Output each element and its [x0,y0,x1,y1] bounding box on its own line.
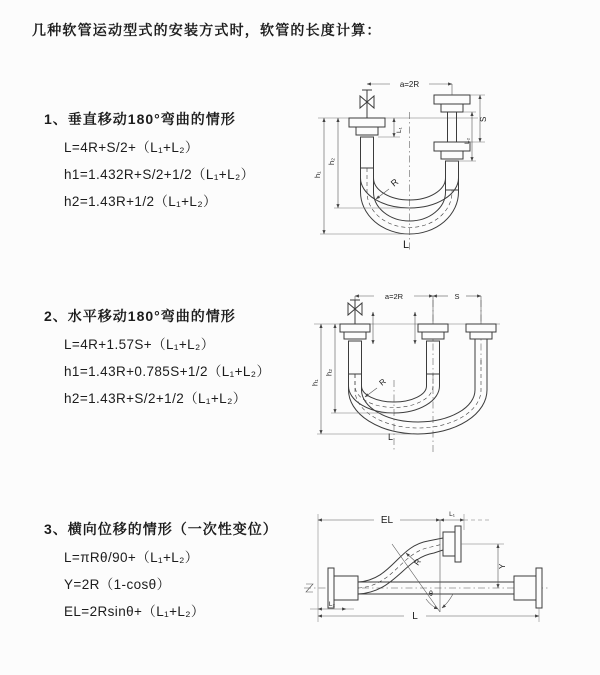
section-2-formula-L: L=4R+1.57S+（L₁+L₂） [64,337,215,352]
radius-construction-line [392,544,440,612]
section-1-formula-h2: h2=1.43R+1/2（L₁+L₂） [64,194,217,209]
dim-label-l1: L₁ [449,511,455,518]
section-3-formula-L: L=πRθ/90+（L₁+L₂） [64,550,199,565]
dim-label-a2r: a=2R [384,292,404,301]
dim-label-h1: h₁ [310,379,320,386]
valve-icon [360,90,374,118]
dim-label-h1: h₁ [313,171,322,178]
page-title: 几种软管运动型式的安装方式时，软管的长度计算： [32,22,382,38]
braided-hose-left [361,137,374,168]
section-3-formula-Y: Y=2R（1-cosθ） [64,577,171,592]
dim-label-s: S [454,292,460,301]
section-3-formula-EL: EL=2Rsinθ+（L₁+L₂） [64,604,205,619]
dimension-l2 [310,601,354,609]
dim-label-a2r: a=2R [399,80,420,89]
dim-label-l1: L₁ [396,127,403,133]
dimension-l1 [440,511,492,530]
dimension-s [470,95,488,142]
section-1-formula-h1: h1=1.432R+S/2+1/2（L₁+L₂） [64,167,255,182]
dim-label-l: L [412,611,418,622]
section-2-formula-h2: h2=1.43R+S/2+1/2（L₁+L₂） [64,391,247,406]
dim-label-l2: L₂ [328,601,336,608]
valve-icon [348,300,362,324]
section-2-heading: 2、水平移动180°弯曲的情形 [44,308,236,324]
diagram-lateral-displacement [296,496,596,661]
dimension-s [433,292,481,324]
right-flange-upper [434,95,470,112]
upper-flange-displaced [443,526,461,562]
braided-hose-left [349,341,362,374]
diagram-horizontal-180-bend [308,280,593,460]
dimension-el [318,515,440,526]
dim-label-h2: h₂ [324,368,334,376]
section-3-heading: 3、横向位移的情形（一次性变位） [44,521,278,537]
dim-label-y: Y [498,563,507,569]
dimension-a2r [355,292,433,324]
section-1-formula-L: L=4R+S/2+（L₁+L₂） [64,140,199,155]
dimension-y [461,544,507,588]
dim-label-r: R [388,176,401,189]
middle-flange [418,324,448,339]
section-1-heading: 1、垂直移动180°弯曲的情形 [44,111,236,127]
dim-label-theta: θ [429,591,433,598]
diagram-vertical-180-bend [310,66,592,258]
section-2-formula-h1: h1=1.43R+0.785S+1/2（L₁+L₂） [64,364,271,379]
left-flange [349,118,385,135]
dim-label-l2: L₂ [464,137,471,144]
radius-callout [406,553,423,567]
dimension-l [318,608,539,622]
radius-callout [365,377,388,397]
dim-label-l: L [388,432,394,442]
dim-label-r: R [412,557,423,568]
dimension-a2r [367,80,452,95]
dim-label-h2: h₂ [327,157,336,165]
left-flange [340,324,370,339]
dim-label-l: L [403,239,410,251]
dim-label-r: R [377,376,388,388]
right-flange-original [514,568,542,608]
dim-label-s: S [479,116,488,122]
hose-s-curve-displaced [358,538,443,594]
dim-label-el: EL [380,515,394,526]
